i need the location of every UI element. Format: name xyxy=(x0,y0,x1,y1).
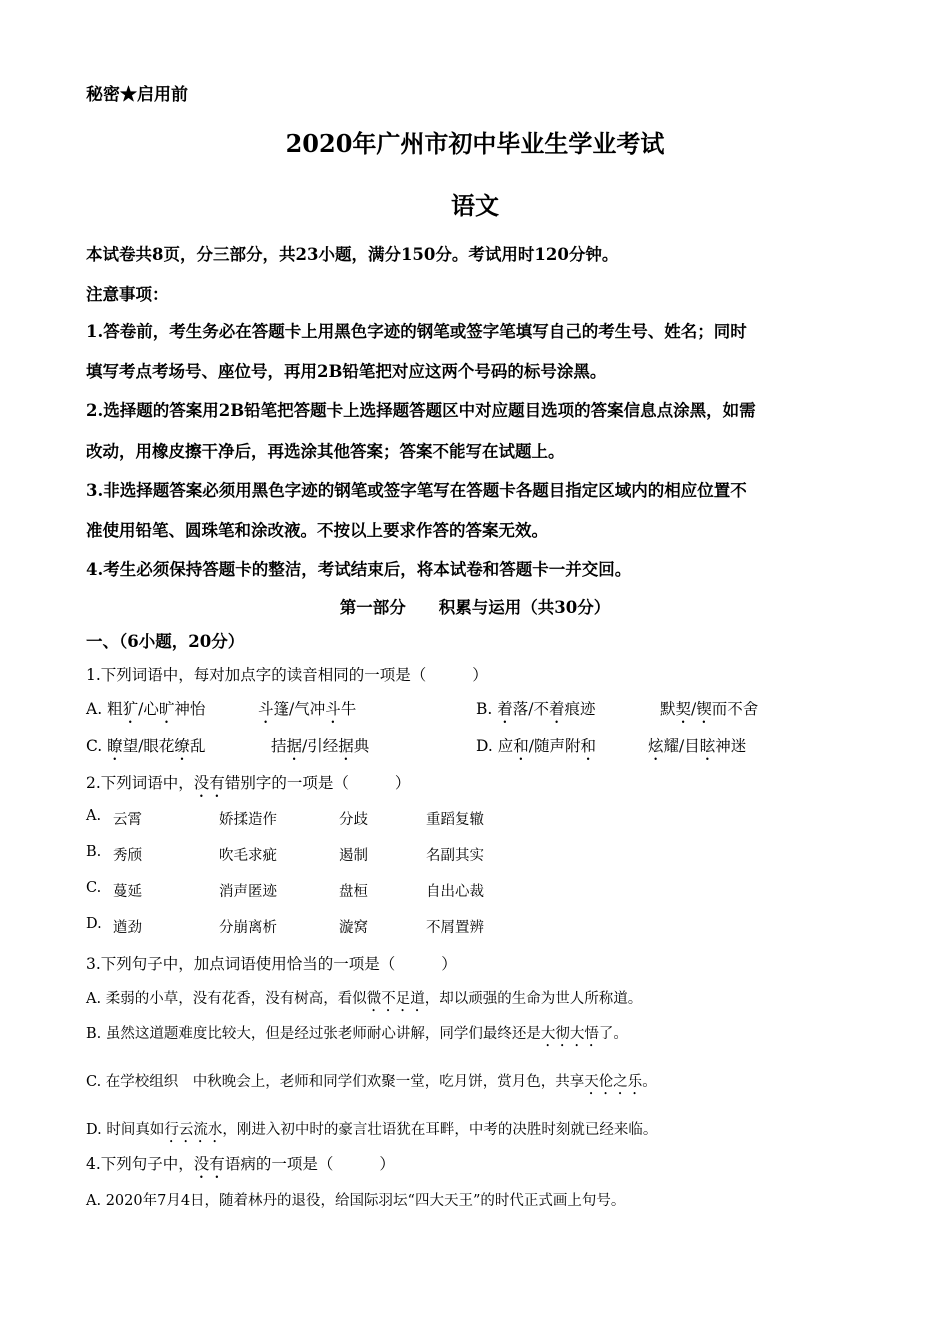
q2-word: 分崩离析 xyxy=(219,920,277,936)
q1-option-b: B. 着落/不着痕迹 xyxy=(476,700,596,718)
q2-word: 漩窝 xyxy=(339,920,368,936)
q2-word: 蔓延 xyxy=(113,884,142,900)
notes-label: 注意事项： xyxy=(86,285,169,304)
q1-option-d: D. 应和/随声附和 xyxy=(476,737,597,755)
note-line: 1.答卷前，考生务必在答题卡上用黑色字迹的钢笔或签字笔填写自己的考生号、姓名；同时 xyxy=(86,322,747,341)
note-line: 2.选择题的答案用2B铅笔把答题卡上选择题答题区中对应题目选项的答案信息点涂黑，如需 xyxy=(86,401,756,420)
section-title: 第一部分 积累与运用（共30分） xyxy=(339,598,611,617)
note-line: 4.考生必须保持答题卡的整洁，考试结束后，将本试卷和答题卡一并交回。 xyxy=(86,560,632,579)
q1-option-d-pair-2: 炫耀/目眩神迷 xyxy=(648,737,747,755)
q2-word: 遏制 xyxy=(339,848,368,864)
note-line: 填写考点考场号、座位号，再用2B铅笔把对应这两个号码的标号涂黑。 xyxy=(86,362,607,381)
q3-option-d: D. 时间真如行云流水，刚进入初中时的豪言壮语犹在耳畔，中考的决胜时刻就已经来临。 xyxy=(86,1122,658,1138)
q2-word: 分歧 xyxy=(339,812,368,828)
question-1-stem: 1.下列词语中，每对加点字的读音相同的一项是（ ） xyxy=(86,666,488,684)
question-3-stem: 3.下列句子中，加点词语使用恰当的一项是（ ） xyxy=(86,955,457,973)
q2-word: 不屑置辨 xyxy=(426,920,484,936)
question-2-stem: 2.下列词语中，没有错别字的一项是（ ） xyxy=(86,774,411,792)
q2-word: 重蹈复辙 xyxy=(426,812,484,828)
note-line: 改动，用橡皮擦干净后，再选涂其他答案；答案不能写在试题上。 xyxy=(86,442,565,461)
q3-option-b: B. 虽然这道题难度比较大，但是经过张老师耐心讲解，同学们最终还是大彻大悟了。 xyxy=(86,1026,628,1042)
q3-option-a: A. 柔弱的小草，没有花香，没有树高，看似微不足道，却以顽强的生命为世人所称道。 xyxy=(86,991,643,1007)
q2-option-label: B. xyxy=(86,844,102,860)
q2-option-label: A. xyxy=(86,808,102,824)
q1-option-a: A. 粗犷/心旷神怡 xyxy=(86,700,206,718)
q2-word: 吹毛求疵 xyxy=(219,848,277,864)
q1-option-b-pair-2: 默契/锲而不舍 xyxy=(660,700,759,718)
exam-title: 2020年广州市初中毕业生学业考试 xyxy=(285,129,665,158)
q1-option-a-pair-2: 斗篷/气冲斗牛 xyxy=(258,700,357,718)
q2-word: 遒劲 xyxy=(113,920,142,936)
question-4-stem: 4.下列句子中，没有语病的一项是（ ） xyxy=(86,1155,395,1173)
q2-word: 云霄 xyxy=(113,812,142,828)
q2-word: 秀颀 xyxy=(113,848,142,864)
q1-option-c: C. 瞭望/眼花缭乱 xyxy=(86,737,206,755)
q2-word: 名副其实 xyxy=(426,848,484,864)
subject-title: 语文 xyxy=(451,191,499,220)
q2-option-label: D. xyxy=(86,916,102,932)
exam-summary: 本试卷共8页，分三部分，共23小题，满分150分。考试用时120分钟。 xyxy=(86,245,619,264)
q2-option-label: C. xyxy=(86,880,102,896)
confidential-label: 秘密★启用前 xyxy=(86,85,188,105)
question-group-title: 一、（6小题，20分） xyxy=(86,632,245,651)
q4-option-a: A. 2020年7月4日，随着林丹的退役，给国际羽坛“四大天王”的时代正式画上句号。 xyxy=(86,1193,626,1209)
q2-word: 娇揉造作 xyxy=(219,812,277,828)
q2-word: 消声匿迹 xyxy=(219,884,277,900)
note-line: 3.非选择题答案必须用黑色字迹的钢笔或签字笔写在答题卡各题目指定区域内的相应位置不 xyxy=(86,481,747,500)
q3-option-c: C. 在学校组织 中秋晚会上，老师和同学们欢聚一堂，吃月饼，赏月色，共享天伦之乐。 xyxy=(86,1074,657,1090)
q2-word: 自出心裁 xyxy=(426,884,484,900)
q2-word: 盘桓 xyxy=(339,884,368,900)
q1-option-c-pair-2: 拮据/引经据典 xyxy=(271,737,370,755)
note-line: 准使用铅笔、圆珠笔和涂改液。不按以上要求作答的答案无效。 xyxy=(86,521,548,540)
